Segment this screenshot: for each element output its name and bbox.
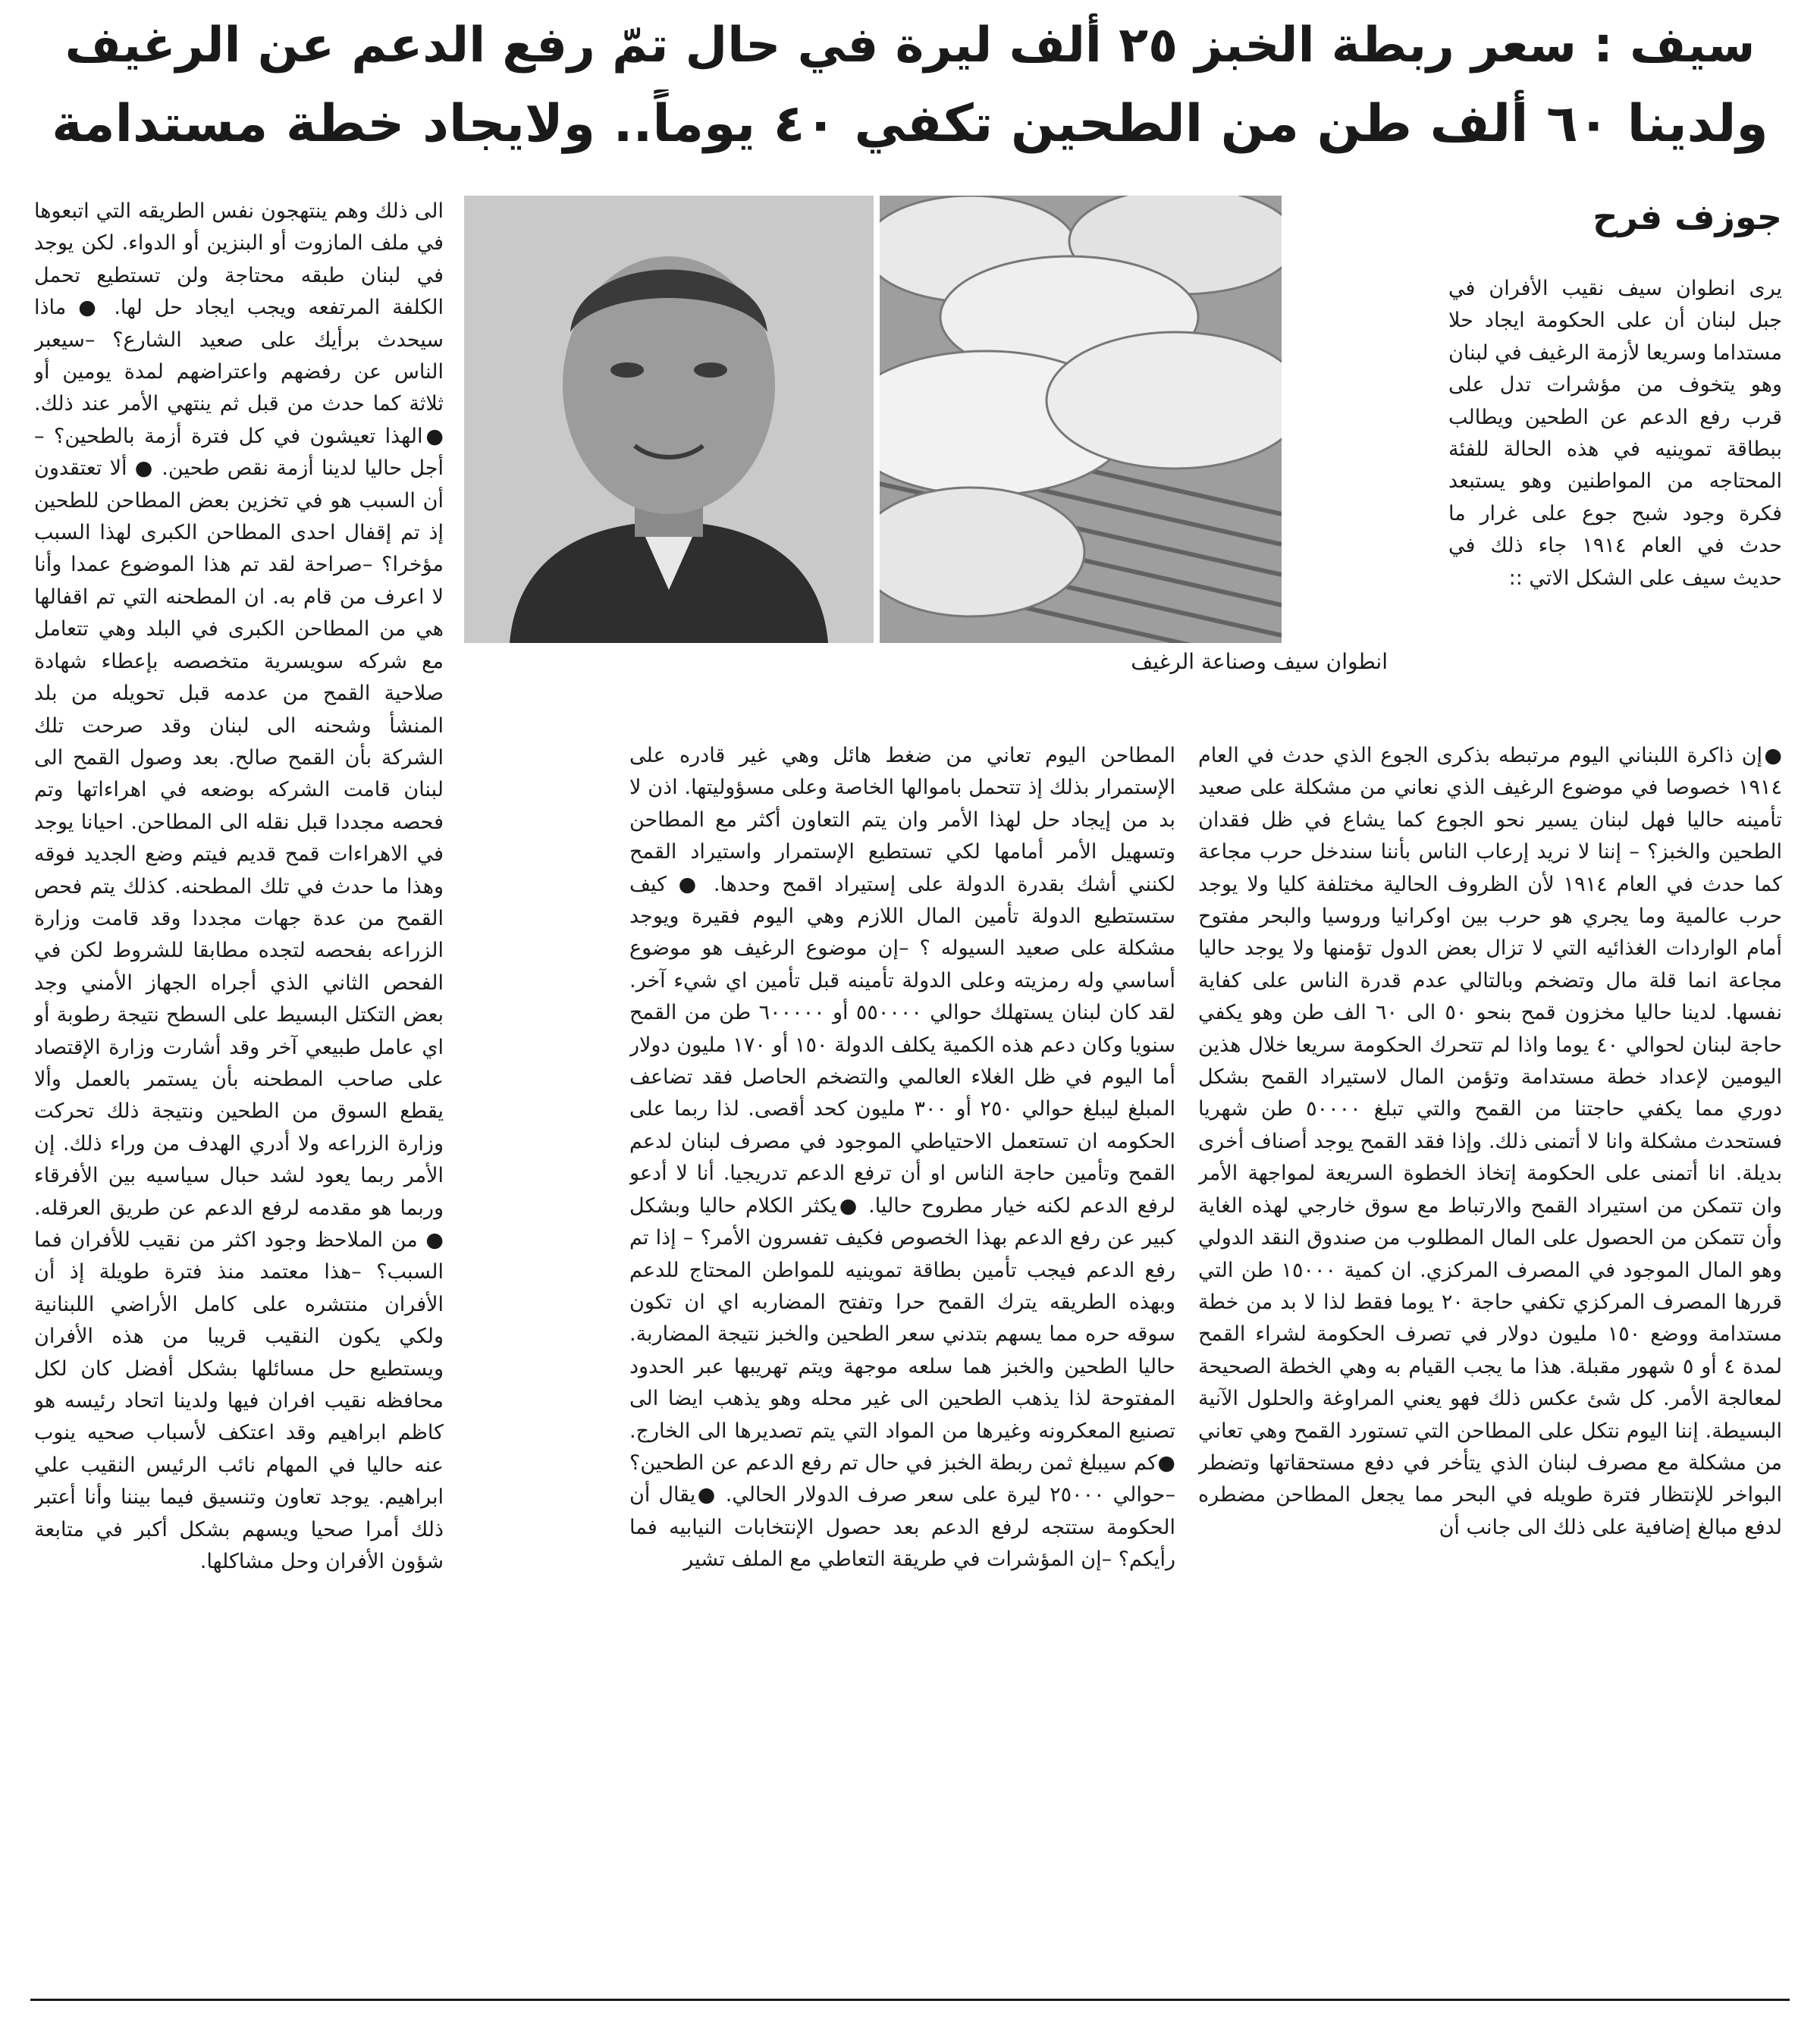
photo-caption: انطوان سيف وصناعة الرغيف bbox=[1131, 649, 1388, 674]
article-column-intro bbox=[1448, 273, 1782, 728]
article-column-left bbox=[34, 196, 444, 1985]
article-text-right: ●إن ذاكرة اللبناني اليوم مرتبطه بذكرى الجوع الذي حدث في العام ١٩١٤ خصوصا في موضوع الرغيف الذي نعاني من مشكلة على صعيد تأمينه حاليا فهل لبنان يسير نحو الجوع كما يشاع في ظل فقدان الطحين والخبز؟ – إننا لا نريد إرعاب الناس بأننا سندخل حرب مجاعة كما حدث في العام ١٩١٤ لأن الظروف الحالية مختلفة كليا ولا يوجد حرب عالمية وما يجري هو حرب بين اوكرانيا وروسيا والبحر مفتوح أمام الواردات الغذائيه التي لا تزال بعض الدول تؤمنها ولا يوجد حاليا مجاعة انما قلة مال وتضخم وبالتالي عدم قدرة الناس على كفاية نفسها. لدينا حاليا مخزون قمح بنحو ٥٠ الى ٦٠ الف طن وهو يكفي حاجة لبنان لحوالي ٤٠ يوما واذا لم تتحرك الحكومة سريعا خلال هذين اليومين لإعداد خطة مستدامة وتؤمن المال لاستيراد القمح بشكل دوري مما يكفي حاجتنا من القمح والتي تبلغ ٥٠٠٠٠ طن شهريا فستحدث مشكلة وانا لا أتمنى ذلك. وإذا فقد القمح يوجد أصناف أخرى بديلة. انا أتمنى على الحكومة إتخاذ الخطوة السريعة لمواجهة الأمر وان تتمكن من استيراد القمح والارتباط مع سوق خارجي لهذه الغاية وأن تتمكن من الحصول على المال المطلوب من صندوق النقد الدولي وهو المال الموجود في المصرف المركزي. ان كمية ١٥٠٠٠ طن التي قررها المصرف المركزي تكفي حاجة ٢٠ يوما فقط لذا لا بد من خطة مستدامة ووضع ١٥٠ مليون دولار في تصرف الحكومة لشراء القمح لمدة ٤ أو ٥ شهور مقبلة. هذا ما يجب القيام به وهي الخطة الصحيحة لمعالجة الأمر. كل شئ عكس ذلك فهو يعني المراوغة والحلول الآنية البسيطة. إننا اليوم نتكل على المطاحن التي تستورد القمح وهي تعاني من مشكلة مع مصرف لبنان الذي يتأخر في دفع مستحقاتها وتضطر البواخر للإنتظار فترة طويله في البحر مما يجعل المطاحن مضطره لدفع مبالغ إضافية على ذلك الى جانب أن bbox=[1198, 744, 1782, 1539]
portrait-photo bbox=[464, 196, 874, 643]
bread-illustration bbox=[880, 196, 1282, 643]
article-column-middle bbox=[629, 740, 1175, 1984]
intro-paragraph: يرى انطوان سيف نقيب الأفران في جبل لبنان أن على الحكومة ايجاد حلا مستداما وسريعا لأزمة الرغيف في لبنان وهو يتخوف من مؤشرات تدل على قرب رفع الدعم عن الطحين ويطالب ببطاقة تموينيه في هذه الحالة للفئة المحتاجه من المواطنين وهو يستبعد فكرة وجود شبح جوع على غرار ما حدث في العام ١٩١٤ جاء ذلك في حديث سيف على الشكل الاتي :: bbox=[1448, 277, 1782, 590]
headline-line-1: سيف : سعر ربطة الخبز ٢٥ ألف ليرة في حال تمّ رفع الدعم عن الرغيف bbox=[64, 17, 1756, 74]
article-column-right bbox=[1198, 740, 1782, 1984]
article-text-middle: المطاحن اليوم تعاني من ضغط هائل وهي غير قادره على الإستمرار بذلك إذ تتحمل باموالها الخاصة وعلى مسؤوليتها. اذن لا بد من إيجاد حل لهذا الأمر وان يتم التعاون أكثر مع المطاحن وتسهيل الأمر أمامها لكي تستطيع الإستمرار واستيراد القمح لكنني أشك بقدرة الدولة على إستيراد اقمح وحدها. ● كيف ستستطيع الدولة تأمين المال اللازم وهي اليوم فقيرة ويوجد مشكلة على صعيد السيوله ؟ –إن موضوع الرغيف هو موضوع أساسي وله رمزيته وعلى الدولة تأمينه قبل تأمين اي شيء آخر. لقد كان لبنان يستهلك حوالي ٥٥٠٠٠٠ أو ٦٠٠٠٠٠ طن من القمح سنويا وكان دعم هذه الكمية يكلف الدولة ١٥٠ أو ١٧٠ مليون دولار أما اليوم في ظل الغلاء العالمي والتضخم الحاصل فقد تضاعف المبلغ ليبلغ حوالي ٢٥٠ أو ٣٠٠ مليون كحد أقصى. لذا ربما على الحكومه ان تستعمل الاحتياطي الموجود في مصرف لبنان لدعم القمح وتأمين حاجة الناس او أن ترفع الدعم تدريجيا. أنا لا أدعو لرفع الدعم لكنه خيار مطروح حاليا. ●يكثر الكلام حاليا وبشكل كبير عن رفع الدعم بهذا الخصوص فكيف تفسرون الأمر؟ – إذا تم رفع الدعم فيجب تأمين بطاقة تموينيه للمواطن المحتاج للدعم وبهذه الطريقه يترك القمح حرا وتفتح المضاربه اي ان تكون سوقه حره مما يسهم بتدني سعر الطحين والخبز نتيجة المضاربة. حاليا الطحين والخبز هما سلعه موجهة ويتم تهريبها عبر الحدود المفتوحة لذا يذهب الطحين الى غير محله وهو يذهب ايضا الى تصنيع المعكرونه وغيرها من المواد التي يتم تصديرها الى الخارج. ●كم سيبلغ ثمن ربطة الخبز في حال تم رفع الدعم عن الطحين؟ –حوالي ٢٥٠٠٠ ليرة على سعر صرف الدولار الحالي. ●يقال أن الحكومة ستتجه لرفع الدعم بعد حصول الإنتخابات النيابيه فما رأيكم؟ –إن المؤشرات في طريقة التعاطي مع الملف تشير bbox=[629, 744, 1175, 1572]
portrait-illustration bbox=[464, 196, 874, 643]
article-text-left: الى ذلك وهم ينتهجون نفس الطريقه التي اتبعوها في ملف المازوت أو البنزين أو الدواء. لكن يوجد في لبنان طبقه محتاجة ولن تستطيع تحمل الكلفة المرتفعه ويجب ايجاد حل لها. ● ماذا سيحدث برأيك على صعيد الشارع؟ –سيعبر الناس عن رفضهم واعتراضهم لمدة يومين أو ثلاثة كما حدث من قبل ثم ينتهي الأمر عند ذلك. ●الهذا تعيشون في كل فترة أزمة بالطحين؟ –أجل حاليا لدينا أزمة نقص طحين. ● ألا تعتقدون أن السبب هو في تخزين بعض المطاحن للطحين إذ تم إقفال احدى المطاحن الكبرى لهذا السبب مؤخرا؟ –صراحة لقد تم هذا الموضوع عمدا وأنا لا اعرف من قام به. ان المطحنه التي تم اقفالها هي من المطاحن الكبرى في البلد وهي تتعامل مع شركه سويسرية متخصصه بإعطاء شهادة صلاحية القمح من عدمه قبل تحويله من بلد المنشأ وشحنه الى لبنان وقد صرحت تلك الشركة بأن القمح صالح. بعد وصول القمح الى لبنان قامت الشركه بوضعه في اهراءاتها وتم فحصه مجددا قبل نقله الى المطاحن. احيانا يوجد في الاهراءات قمح قديم فيتم وضع الجديد فوقه وهذا ما حدث في تلك المطحنه. كذلك يتم فحص القمح من عدة جهات مجددا وقد قامت وزارة الزراعه بفحصه لتجده مطابقا للشروط لكن في الفحص الثاني الذي أجراه الجهاز الأمني وجد بعض التكتل البسيط على السطح نتيجة رطوبة أو اي عامل طبيعي آخر وقد أشارت وزارة الإقتصاد على صاحب المطحنه بأن يستمر بالعمل وألا يقطع السوق من الطحين ونتيجة ذلك تحركت وزارة الزراعه ولا أدري الهدف من وراء ذلك. إن الأمر ربما يعود لشد حبال سياسيه بين الأفرقاء وربما هو مقدمه لرفع الدعم عن طريق العرقله. ● من الملاحظ وجود اكثر من نقيب للأفران فما السبب؟ –هذا معتمد منذ فترة طويلة إذ أن الأفران منتشره على كامل الأراضي اللبنانية ولكي يكون النقيب قريبا من هذه الأفران ويستطيع حل مسائلها بشكل أفضل كان لكل محافظه نقيب افران فيها ولدينا اتحاد رئيسه هو كاظم ابراهيم وقد اعتكف لأسباب صحيه ينوب عنه حاليا في المهام نائب الرئيس النقيب علي ابراهيم. يوجد تعاون وتنسيق فيما بيننا وأنا أعتبر ذلك أمرا صحيا ويسهم بشكل أكبر في متابعة شؤون الأفران وحل مشاكلها. bbox=[34, 199, 444, 1574]
headline-line-2: ولدينا ٦٠ ألف طن من الطحين تكفي ٤٠ يوماً.. ولايجاد خطة مستدامة bbox=[52, 94, 1768, 154]
bread-photo bbox=[880, 196, 1282, 643]
bottom-divider bbox=[30, 1999, 1790, 2001]
author-byline: جوزف فرح bbox=[1592, 196, 1782, 237]
